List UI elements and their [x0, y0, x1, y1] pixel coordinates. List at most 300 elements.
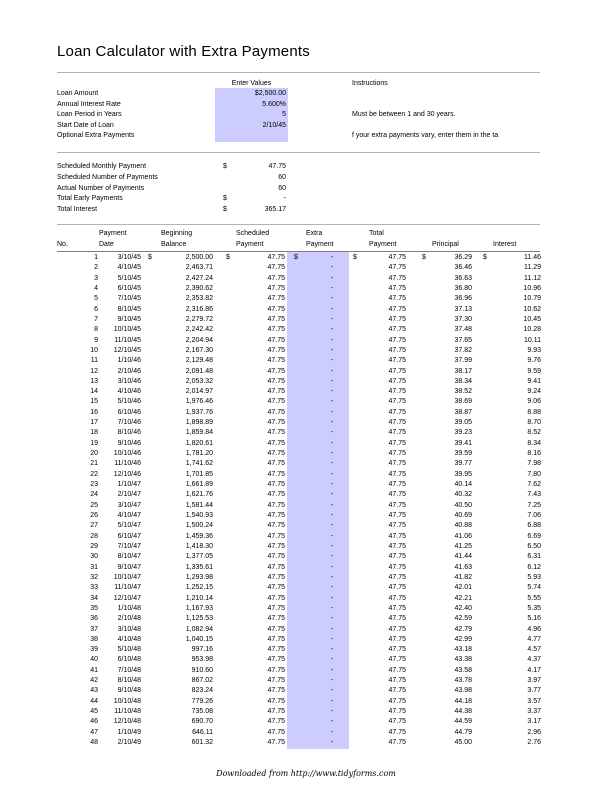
summary-label: Actual Number of Payments	[57, 184, 145, 192]
column-header: Payment	[236, 241, 264, 248]
cell-total: 47.75	[388, 377, 406, 385]
cell-date: 5/10/47	[117, 522, 141, 530]
cell-total: 47.75	[388, 450, 406, 458]
footer-credit[interactable]: Downloaded from http://www.tidyforms.com	[216, 769, 396, 778]
cell-interest: 7.06	[527, 512, 541, 519]
cell-date: 8/10/48	[117, 677, 141, 685]
cell-total: 47.75	[388, 594, 406, 602]
cell-date: 2/10/47	[117, 491, 141, 499]
cell-extra: -	[331, 305, 334, 313]
cell-interest: 9.93	[527, 346, 541, 354]
cell-extra: -	[331, 635, 334, 643]
cell-principal: 40.32	[454, 491, 472, 499]
cell-currency: $	[422, 254, 426, 261]
cell-extra: -	[331, 481, 334, 489]
cell-date: 10/10/47	[113, 573, 141, 581]
column-header: Scheduled	[236, 230, 270, 237]
table-row	[57, 346, 547, 356]
table-row	[57, 542, 547, 552]
cell-principal: 44.18	[454, 697, 472, 705]
cell-principal: 41.82	[454, 573, 472, 581]
cell-scheduled: 47.75	[267, 677, 285, 685]
cell-date: 2/10/49	[117, 739, 141, 747]
cell-scheduled: 47.75	[267, 460, 285, 468]
cell-total: 47.75	[388, 336, 406, 344]
cell-total: 47.75	[388, 295, 406, 303]
cell-date: 10/10/46	[113, 450, 141, 458]
cell-interest: 4.96	[527, 625, 541, 633]
cell-no: 36	[90, 615, 98, 623]
cell-date: 12/10/46	[113, 470, 141, 478]
cell-balance: 1,167.93	[185, 604, 213, 612]
cell-extra: -	[331, 646, 334, 654]
cell-principal: 41.44	[454, 553, 472, 561]
cell-no: 33	[90, 584, 98, 592]
cell-extra: -	[331, 584, 334, 592]
summary-label: Scheduled Monthly Payment	[57, 163, 147, 170]
cell-scheduled: 47.75	[267, 377, 285, 385]
cell-no: 38	[90, 635, 98, 643]
input-label: Optional Extra Payments	[57, 132, 135, 140]
cell-scheduled: 47.75	[267, 553, 285, 561]
cell-no: 25	[90, 501, 98, 509]
cell-balance: 2,463.71	[185, 264, 213, 272]
cell-scheduled: 47.75	[267, 542, 285, 550]
cell-date: 8/10/46	[117, 429, 141, 437]
cell-no: 40	[90, 656, 98, 664]
cell-extra: -	[331, 264, 334, 272]
cell-interest: 4.17	[527, 666, 541, 674]
cell-total: 47.75	[388, 666, 406, 674]
cell-balance: 1,210.14	[185, 594, 213, 602]
cell-total: 47.75	[388, 677, 406, 685]
summary-label: Scheduled Number of Payments	[57, 173, 158, 181]
cell-extra: -	[331, 326, 334, 334]
cell-principal: 40.88	[454, 522, 472, 530]
cell-scheduled: 47.75	[267, 646, 285, 654]
cell-principal: 43.58	[454, 666, 472, 674]
cell-interest: 5.35	[527, 604, 541, 612]
cell-extra: -	[331, 315, 334, 323]
column-header: Extra	[306, 230, 323, 237]
cell-balance: 1,741.62	[185, 460, 213, 468]
cell-balance: 1,661.89	[185, 481, 213, 489]
cell-date: 4/10/46	[117, 388, 141, 396]
cell-principal: 37.13	[454, 305, 472, 313]
cell-total: 47.75	[388, 656, 406, 664]
table-row	[57, 263, 547, 273]
cell-principal: 43.38	[454, 656, 472, 664]
cell-no: 35	[90, 604, 98, 612]
cell-scheduled: 47.75	[267, 429, 285, 437]
cell-date: 12/10/48	[113, 718, 141, 726]
cell-scheduled: 47.75	[267, 450, 285, 458]
cell-no: 42	[90, 677, 98, 685]
table-row	[57, 459, 547, 469]
summary-value: 60	[278, 173, 286, 181]
cell-no: 1	[94, 254, 98, 261]
cell-no: 14	[90, 388, 98, 396]
cell-extra: -	[331, 728, 334, 736]
cell-principal: 39.77	[454, 460, 472, 468]
column-header: Beginning	[161, 230, 193, 237]
cell-interest: 10.79	[523, 295, 541, 303]
cell-interest: 7.98	[527, 460, 541, 468]
cell-total: 47.75	[388, 615, 406, 623]
cell-extra: -	[331, 336, 334, 344]
column-header: No.	[57, 241, 68, 248]
input-instruction: f your extra payments vary, enter them in the ta	[352, 132, 499, 140]
cell-balance: 2,353.82	[185, 295, 213, 303]
cell-date: 6/10/46	[117, 408, 141, 416]
column-header: Date	[99, 241, 114, 248]
cell-scheduled: 47.75	[267, 295, 285, 303]
cell-extra: -	[331, 408, 334, 416]
summary-divider	[57, 224, 540, 225]
cell-no: 26	[90, 512, 98, 519]
cell-total: 47.75	[388, 429, 406, 437]
table-row	[57, 521, 547, 531]
cell-balance: 646.11	[192, 728, 213, 736]
table-header-divider	[57, 251, 540, 252]
cell-balance: 1,937.76	[185, 408, 213, 416]
cell-interest: 5.16	[527, 615, 541, 623]
cell-principal: 41.25	[454, 542, 472, 550]
cell-date: 4/10/47	[117, 512, 141, 519]
cell-interest: 8.88	[527, 408, 541, 416]
summary-value: 60	[278, 184, 286, 192]
cell-scheduled: 47.75	[267, 687, 285, 695]
cell-no: 8	[94, 326, 98, 334]
cell-balance: 2,129.48	[185, 357, 213, 365]
table-row	[57, 387, 547, 397]
cell-extra: -	[331, 677, 334, 685]
cell-extra: -	[331, 594, 334, 602]
cell-total: 47.75	[388, 563, 406, 571]
cell-total: 47.75	[388, 542, 406, 550]
table-row	[57, 655, 547, 665]
cell-no: 12	[90, 367, 98, 375]
page-title: Loan Calculator with Extra Payments	[57, 43, 310, 60]
cell-no: 39	[90, 646, 98, 654]
cell-scheduled: 47.75	[267, 470, 285, 478]
cell-principal: 38.34	[454, 377, 472, 385]
cell-scheduled: 47.75	[267, 728, 285, 736]
cell-extra: -	[331, 398, 334, 406]
cell-interest: 9.59	[527, 367, 541, 375]
cell-total: 47.75	[388, 460, 406, 468]
cell-total: 47.75	[388, 481, 406, 489]
cell-extra: -	[331, 573, 334, 581]
cell-no: 47	[90, 728, 98, 736]
cell-no: 45	[90, 708, 98, 716]
cell-interest: 4.57	[527, 646, 541, 654]
cell-no: 10	[90, 346, 98, 354]
cell-interest: 3.17	[527, 718, 541, 726]
cell-balance: 1,976.46	[185, 398, 213, 406]
cell-extra: -	[331, 718, 334, 726]
cell-principal: 39.41	[454, 439, 472, 447]
cell-extra: -	[331, 367, 334, 375]
cell-total: 47.75	[388, 573, 406, 581]
cell-principal: 42.99	[454, 635, 472, 643]
cell-balance: 1,335.61	[185, 563, 213, 571]
cell-principal: 40.69	[454, 512, 472, 519]
cell-extra: -	[331, 666, 334, 674]
table-row	[57, 717, 547, 727]
table-row	[57, 614, 547, 624]
cell-no: 41	[90, 666, 98, 674]
cell-date: 1/10/47	[117, 481, 141, 489]
cell-extra: -	[331, 388, 334, 396]
cell-principal: 38.52	[454, 388, 472, 396]
title-divider	[57, 72, 540, 73]
cell-total: 47.75	[388, 728, 406, 736]
cell-principal: 37.82	[454, 346, 472, 354]
cell-principal: 36.29	[454, 254, 472, 261]
cell-extra: -	[331, 295, 334, 303]
cell-date: 8/10/47	[117, 553, 141, 561]
cell-extra: -	[331, 615, 334, 623]
cell-balance: 1,040.15	[185, 635, 213, 643]
cell-total: 47.75	[388, 625, 406, 633]
cell-principal: 40.14	[454, 481, 472, 489]
cell-no: 37	[90, 625, 98, 633]
cell-total: 47.75	[388, 305, 406, 313]
summary-value: 47.75	[268, 163, 286, 170]
cell-total: 47.75	[388, 388, 406, 396]
column-header: Payment	[369, 241, 397, 248]
cell-interest: 8.52	[527, 429, 541, 437]
cell-interest: 8.70	[527, 419, 541, 427]
table-row	[57, 408, 547, 418]
cell-date: 3/10/48	[117, 625, 141, 633]
cell-balance: 735.08	[191, 708, 213, 716]
table-row	[57, 501, 547, 511]
cell-principal: 38.69	[454, 398, 472, 406]
cell-total: 47.75	[388, 254, 406, 261]
cell-interest: 4.77	[527, 635, 541, 643]
cell-balance: 1,082.94	[185, 625, 213, 633]
cell-interest: 11.46	[524, 254, 541, 261]
cell-total: 47.75	[388, 718, 406, 726]
cell-no: 20	[90, 450, 98, 458]
cell-scheduled: 47.75	[267, 584, 285, 592]
cell-currency: $	[226, 254, 230, 261]
cell-balance: 2,014.97	[185, 388, 213, 396]
cell-scheduled: 47.75	[267, 408, 285, 416]
cell-interest: 6.69	[527, 532, 541, 540]
cell-no: 28	[90, 532, 98, 540]
cell-extra: -	[331, 532, 334, 540]
enter-values-header: Enter Values	[231, 80, 272, 87]
cell-extra: -	[331, 553, 334, 561]
cell-date: 5/10/46	[117, 398, 141, 406]
cell-total: 47.75	[388, 470, 406, 478]
summary-label: Total Early Payments	[57, 195, 123, 203]
cell-total: 47.75	[388, 346, 406, 354]
cell-extra: -	[331, 429, 334, 437]
cell-total: 47.75	[388, 357, 406, 365]
cell-date: 11/10/47	[114, 584, 141, 592]
cell-date: 11/10/45	[114, 336, 141, 344]
table-row	[57, 336, 547, 346]
cell-date: 7/10/48	[117, 666, 141, 674]
cell-principal: 42.01	[454, 584, 472, 592]
cell-no: 7	[94, 315, 98, 323]
cell-date: 3/10/47	[117, 501, 141, 509]
table-row	[57, 294, 547, 304]
cell-date: 4/10/48	[117, 635, 141, 643]
cell-currency: $	[294, 254, 298, 261]
summary-label: Total Interest	[57, 206, 98, 214]
cell-no: 31	[90, 563, 98, 571]
cell-balance: 867.02	[191, 677, 213, 685]
cell-scheduled: 47.75	[267, 346, 285, 354]
cell-scheduled: 47.75	[267, 522, 285, 530]
cell-total: 47.75	[388, 532, 406, 540]
cell-extra: -	[331, 491, 334, 499]
cell-total: 47.75	[388, 284, 406, 292]
cell-scheduled: 47.75	[267, 419, 285, 427]
cell-interest: 10.28	[523, 326, 541, 334]
cell-balance: 2,279.72	[185, 315, 213, 323]
cell-principal: 43.18	[454, 646, 472, 654]
cell-interest: 3.97	[527, 677, 541, 685]
table-row	[57, 686, 547, 696]
table-row	[57, 367, 547, 377]
cell-no: 13	[90, 377, 98, 385]
table-row	[57, 707, 547, 717]
cell-no: 4	[94, 284, 98, 292]
cell-balance: 1,418.30	[185, 542, 213, 550]
cell-date: 12/10/45	[113, 346, 141, 354]
cell-extra: -	[331, 604, 334, 612]
cell-total: 47.75	[388, 501, 406, 509]
cell-date: 5/10/48	[117, 646, 141, 654]
cell-principal: 44.38	[454, 708, 472, 716]
cell-total: 47.75	[388, 512, 406, 519]
cell-date: 7/10/45	[117, 295, 141, 303]
table-row	[57, 470, 547, 480]
table-row	[57, 284, 547, 294]
cell-scheduled: 47.75	[267, 481, 285, 489]
cell-date: 7/10/46	[117, 419, 141, 427]
cell-principal: 42.79	[454, 625, 472, 633]
cell-date: 11/10/46	[114, 460, 141, 468]
column-header: Balance	[161, 241, 187, 248]
input-instruction: Must be between 1 and 30 years.	[352, 111, 456, 119]
cell-total: 47.75	[388, 439, 406, 447]
cell-total: 47.75	[388, 584, 406, 592]
cell-no: 21	[90, 460, 98, 468]
cell-interest: 8.16	[527, 450, 541, 458]
currency-symbol: $	[223, 195, 227, 203]
cell-interest: 3.37	[527, 708, 541, 716]
cell-currency: $	[483, 254, 487, 261]
cell-date: 10/10/45	[113, 326, 141, 334]
cell-date: 2/10/46	[117, 367, 141, 375]
cell-no: 11	[90, 357, 98, 365]
column-header: Payment	[99, 230, 127, 237]
cell-extra: -	[331, 254, 334, 261]
table-row	[57, 738, 547, 748]
cell-no: 44	[90, 697, 98, 705]
table-row	[57, 315, 547, 325]
column-header: Principal	[432, 241, 459, 248]
cell-principal: 42.40	[454, 604, 472, 612]
cell-interest: 9.76	[527, 357, 541, 365]
input-value: 5.600%	[262, 100, 286, 108]
cell-interest: 5.93	[527, 573, 541, 581]
cell-date: 4/10/45	[117, 264, 141, 272]
table-row	[57, 305, 547, 315]
cell-scheduled: 47.75	[267, 388, 285, 396]
cell-date: 1/10/48	[117, 604, 141, 612]
inputs-divider	[57, 152, 540, 153]
table-row	[57, 573, 547, 583]
cell-balance: 1,459.36	[185, 532, 213, 540]
table-row	[57, 625, 547, 635]
cell-extra: -	[331, 346, 334, 354]
cell-extra: -	[331, 439, 334, 447]
cell-total: 47.75	[388, 419, 406, 427]
cell-no: 6	[94, 305, 98, 313]
cell-total: 47.75	[388, 646, 406, 654]
cell-no: 9	[94, 336, 98, 344]
cell-balance: 1,820.61	[185, 439, 213, 447]
cell-interest: 11.12	[524, 274, 541, 282]
cell-balance: 1,293.98	[185, 573, 213, 581]
cell-date: 6/10/48	[117, 656, 141, 664]
cell-extra: -	[331, 512, 334, 519]
cell-balance: 2,091.48	[185, 367, 213, 375]
input-label: Loan Amount	[57, 90, 99, 97]
cell-extra: -	[331, 739, 334, 747]
cell-principal: 37.30	[454, 315, 472, 323]
cell-extra: -	[331, 274, 334, 282]
table-row	[57, 604, 547, 614]
table-row	[57, 583, 547, 593]
cell-scheduled: 47.75	[267, 625, 285, 633]
cell-scheduled: 47.75	[267, 284, 285, 292]
cell-no: 34	[90, 594, 98, 602]
cell-balance: 910.60	[191, 666, 213, 674]
cell-no: 15	[90, 398, 98, 406]
cell-principal: 42.21	[454, 594, 472, 602]
cell-balance: 2,167.30	[185, 346, 213, 354]
cell-extra: -	[331, 656, 334, 664]
cell-balance: 2,242.42	[185, 326, 213, 334]
column-header: Total	[369, 230, 384, 237]
cell-balance: 1,125.53	[185, 615, 213, 623]
cell-interest: 3.77	[527, 687, 541, 695]
cell-interest: 2.76	[527, 739, 541, 747]
cell-principal: 38.17	[454, 367, 472, 375]
cell-date: 8/10/45	[117, 305, 141, 313]
cell-scheduled: 47.75	[267, 573, 285, 581]
cell-balance: 601.32	[191, 739, 213, 747]
cell-principal: 39.59	[454, 450, 472, 458]
cell-interest: 9.41	[527, 377, 541, 385]
table-row	[57, 490, 547, 500]
cell-principal: 43.98	[454, 687, 472, 695]
cell-extra: -	[331, 357, 334, 365]
cell-scheduled: 47.75	[267, 357, 285, 365]
cell-no: 46	[90, 718, 98, 726]
cell-interest: 6.88	[527, 522, 541, 530]
cell-scheduled: 47.75	[267, 615, 285, 623]
